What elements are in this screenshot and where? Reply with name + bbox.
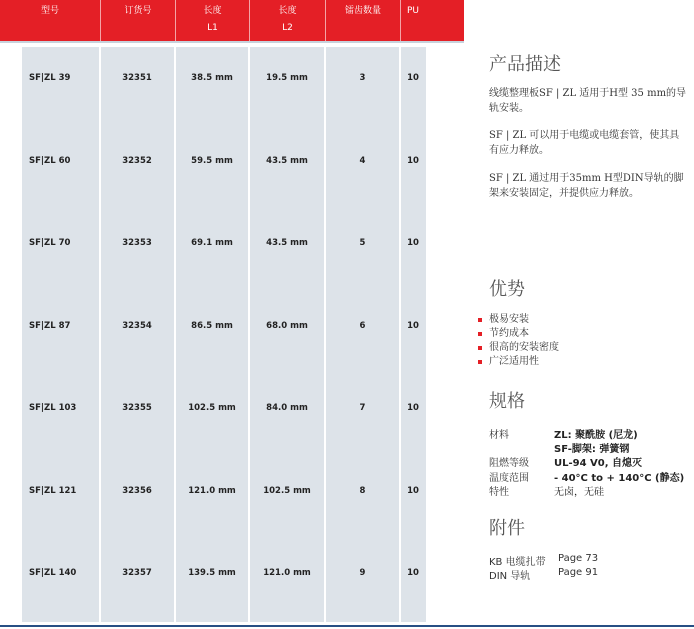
cell-count: 5 <box>359 238 366 248</box>
cell-l1: 38.5 mm <box>191 73 233 83</box>
cell-count: 7 <box>359 403 366 413</box>
spec-value: ZL: 聚酰胺 (尼龙) <box>554 430 638 441</box>
cell-pu: 10 <box>407 73 419 83</box>
cell-pu: 10 <box>407 156 419 166</box>
column-divider <box>248 47 250 622</box>
header-order-no: 订货号 <box>124 6 152 16</box>
header-length-l1: 长度 L1 <box>203 6 222 33</box>
specs-title: 规格 <box>489 391 525 412</box>
header-rule <box>0 41 464 43</box>
accessory-label: DIN 导轨 <box>489 571 531 582</box>
spec-value: - 40°C to + 140°C (静态) <box>554 473 685 484</box>
bullet-square-icon <box>478 318 482 322</box>
spec-value: UL-94 V0, 自熄灭 <box>554 458 643 469</box>
column-divider <box>324 47 326 622</box>
advantages-title: 优势 <box>489 279 525 300</box>
accessory-label: KB 电缆扎带 <box>489 557 546 568</box>
list-item: 很高的安装密度 <box>478 341 559 355</box>
spec-label: 温度范围 <box>489 473 529 484</box>
description-title: 产品描述 <box>489 54 561 75</box>
cell-order-no: 32351 <box>122 73 152 83</box>
spec-value: SF-脚架: 弹簧钢 <box>554 444 630 455</box>
bottom-rule <box>0 625 694 627</box>
bullet-square-icon <box>478 346 482 350</box>
cell-l2: 68.0 mm <box>266 321 308 331</box>
cell-count: 9 <box>359 568 366 578</box>
cell-count: 4 <box>359 156 366 166</box>
spec-value: 无卤，无硅 <box>554 487 604 498</box>
cell-model: SF|ZL 103 <box>29 403 77 413</box>
cell-l1: 59.5 mm <box>191 156 233 166</box>
spec-label: 特性 <box>489 487 509 498</box>
spec-label: 阻燃等级 <box>489 458 529 469</box>
cell-order-no: 32352 <box>122 156 152 166</box>
bullet-square-icon <box>478 332 482 336</box>
cell-pu: 10 <box>407 321 419 331</box>
header-model: 型号 <box>40 6 59 16</box>
column-divider <box>174 47 176 622</box>
accessory-page-link[interactable]: Page 73 <box>558 553 599 564</box>
cell-l1: 86.5 mm <box>191 321 233 331</box>
cell-pu: 10 <box>407 238 419 248</box>
cell-l1: 69.1 mm <box>191 238 233 248</box>
cell-model: SF|ZL 70 <box>29 238 71 248</box>
cell-count: 3 <box>359 73 366 83</box>
cell-l2: 19.5 mm <box>266 73 308 83</box>
header-pu: PU <box>406 6 419 16</box>
list-item: 节约成本 <box>478 327 559 341</box>
cell-model: SF|ZL 140 <box>29 568 77 578</box>
cell-model: SF|ZL 87 <box>29 321 71 331</box>
accessory-page-link[interactable]: Page 91 <box>558 567 599 578</box>
column-divider <box>399 47 401 622</box>
accessories-title: 附件 <box>489 518 525 539</box>
header-count: 镭齿数量 <box>344 6 381 16</box>
cell-l2: 121.0 mm <box>263 568 311 578</box>
cell-count: 6 <box>359 321 366 331</box>
cell-l2: 84.0 mm <box>266 403 308 413</box>
header-length-l2: 长度 L2 <box>278 6 297 33</box>
list-item: 极易安装 <box>478 313 559 327</box>
table-header <box>0 0 464 41</box>
cell-l1: 139.5 mm <box>188 568 236 578</box>
cell-pu: 10 <box>407 568 419 578</box>
cell-l2: 102.5 mm <box>263 486 311 496</box>
cell-order-no: 32354 <box>122 321 152 331</box>
cell-model: SF|ZL 39 <box>29 73 71 83</box>
cell-model: SF|ZL 60 <box>29 156 71 166</box>
cell-pu: 10 <box>407 403 419 413</box>
column-divider <box>99 47 101 622</box>
cell-l2: 43.5 mm <box>266 238 308 248</box>
spec-label: 材料 <box>489 430 509 441</box>
description-paragraph: SF | ZL 通过用于35mm H型DIN导轨的脚架来安装固定，并提供应力释放。 <box>489 173 684 199</box>
cell-order-no: 32357 <box>122 568 152 578</box>
list-item: 广泛适用性 <box>478 355 559 369</box>
cell-l2: 43.5 mm <box>266 156 308 166</box>
cell-l1: 121.0 mm <box>188 486 236 496</box>
advantages-list <box>478 313 559 369</box>
cell-pu: 10 <box>407 486 419 496</box>
description-paragraph: 线缆整理板SF | ZL 适用于H型 35 mm的导轨安装。 <box>489 88 687 114</box>
cell-model: SF|ZL 121 <box>29 486 77 496</box>
description-paragraph: SF | ZL 可以用于电缆或电缆套管，使其具有应力释放。 <box>489 130 680 156</box>
cell-order-no: 32356 <box>122 486 152 496</box>
cell-count: 8 <box>359 486 366 496</box>
cell-l1: 102.5 mm <box>188 403 236 413</box>
bullet-square-icon <box>478 360 482 364</box>
cell-order-no: 32355 <box>122 403 152 413</box>
cell-order-no: 32353 <box>122 238 152 248</box>
table-body <box>22 47 426 622</box>
